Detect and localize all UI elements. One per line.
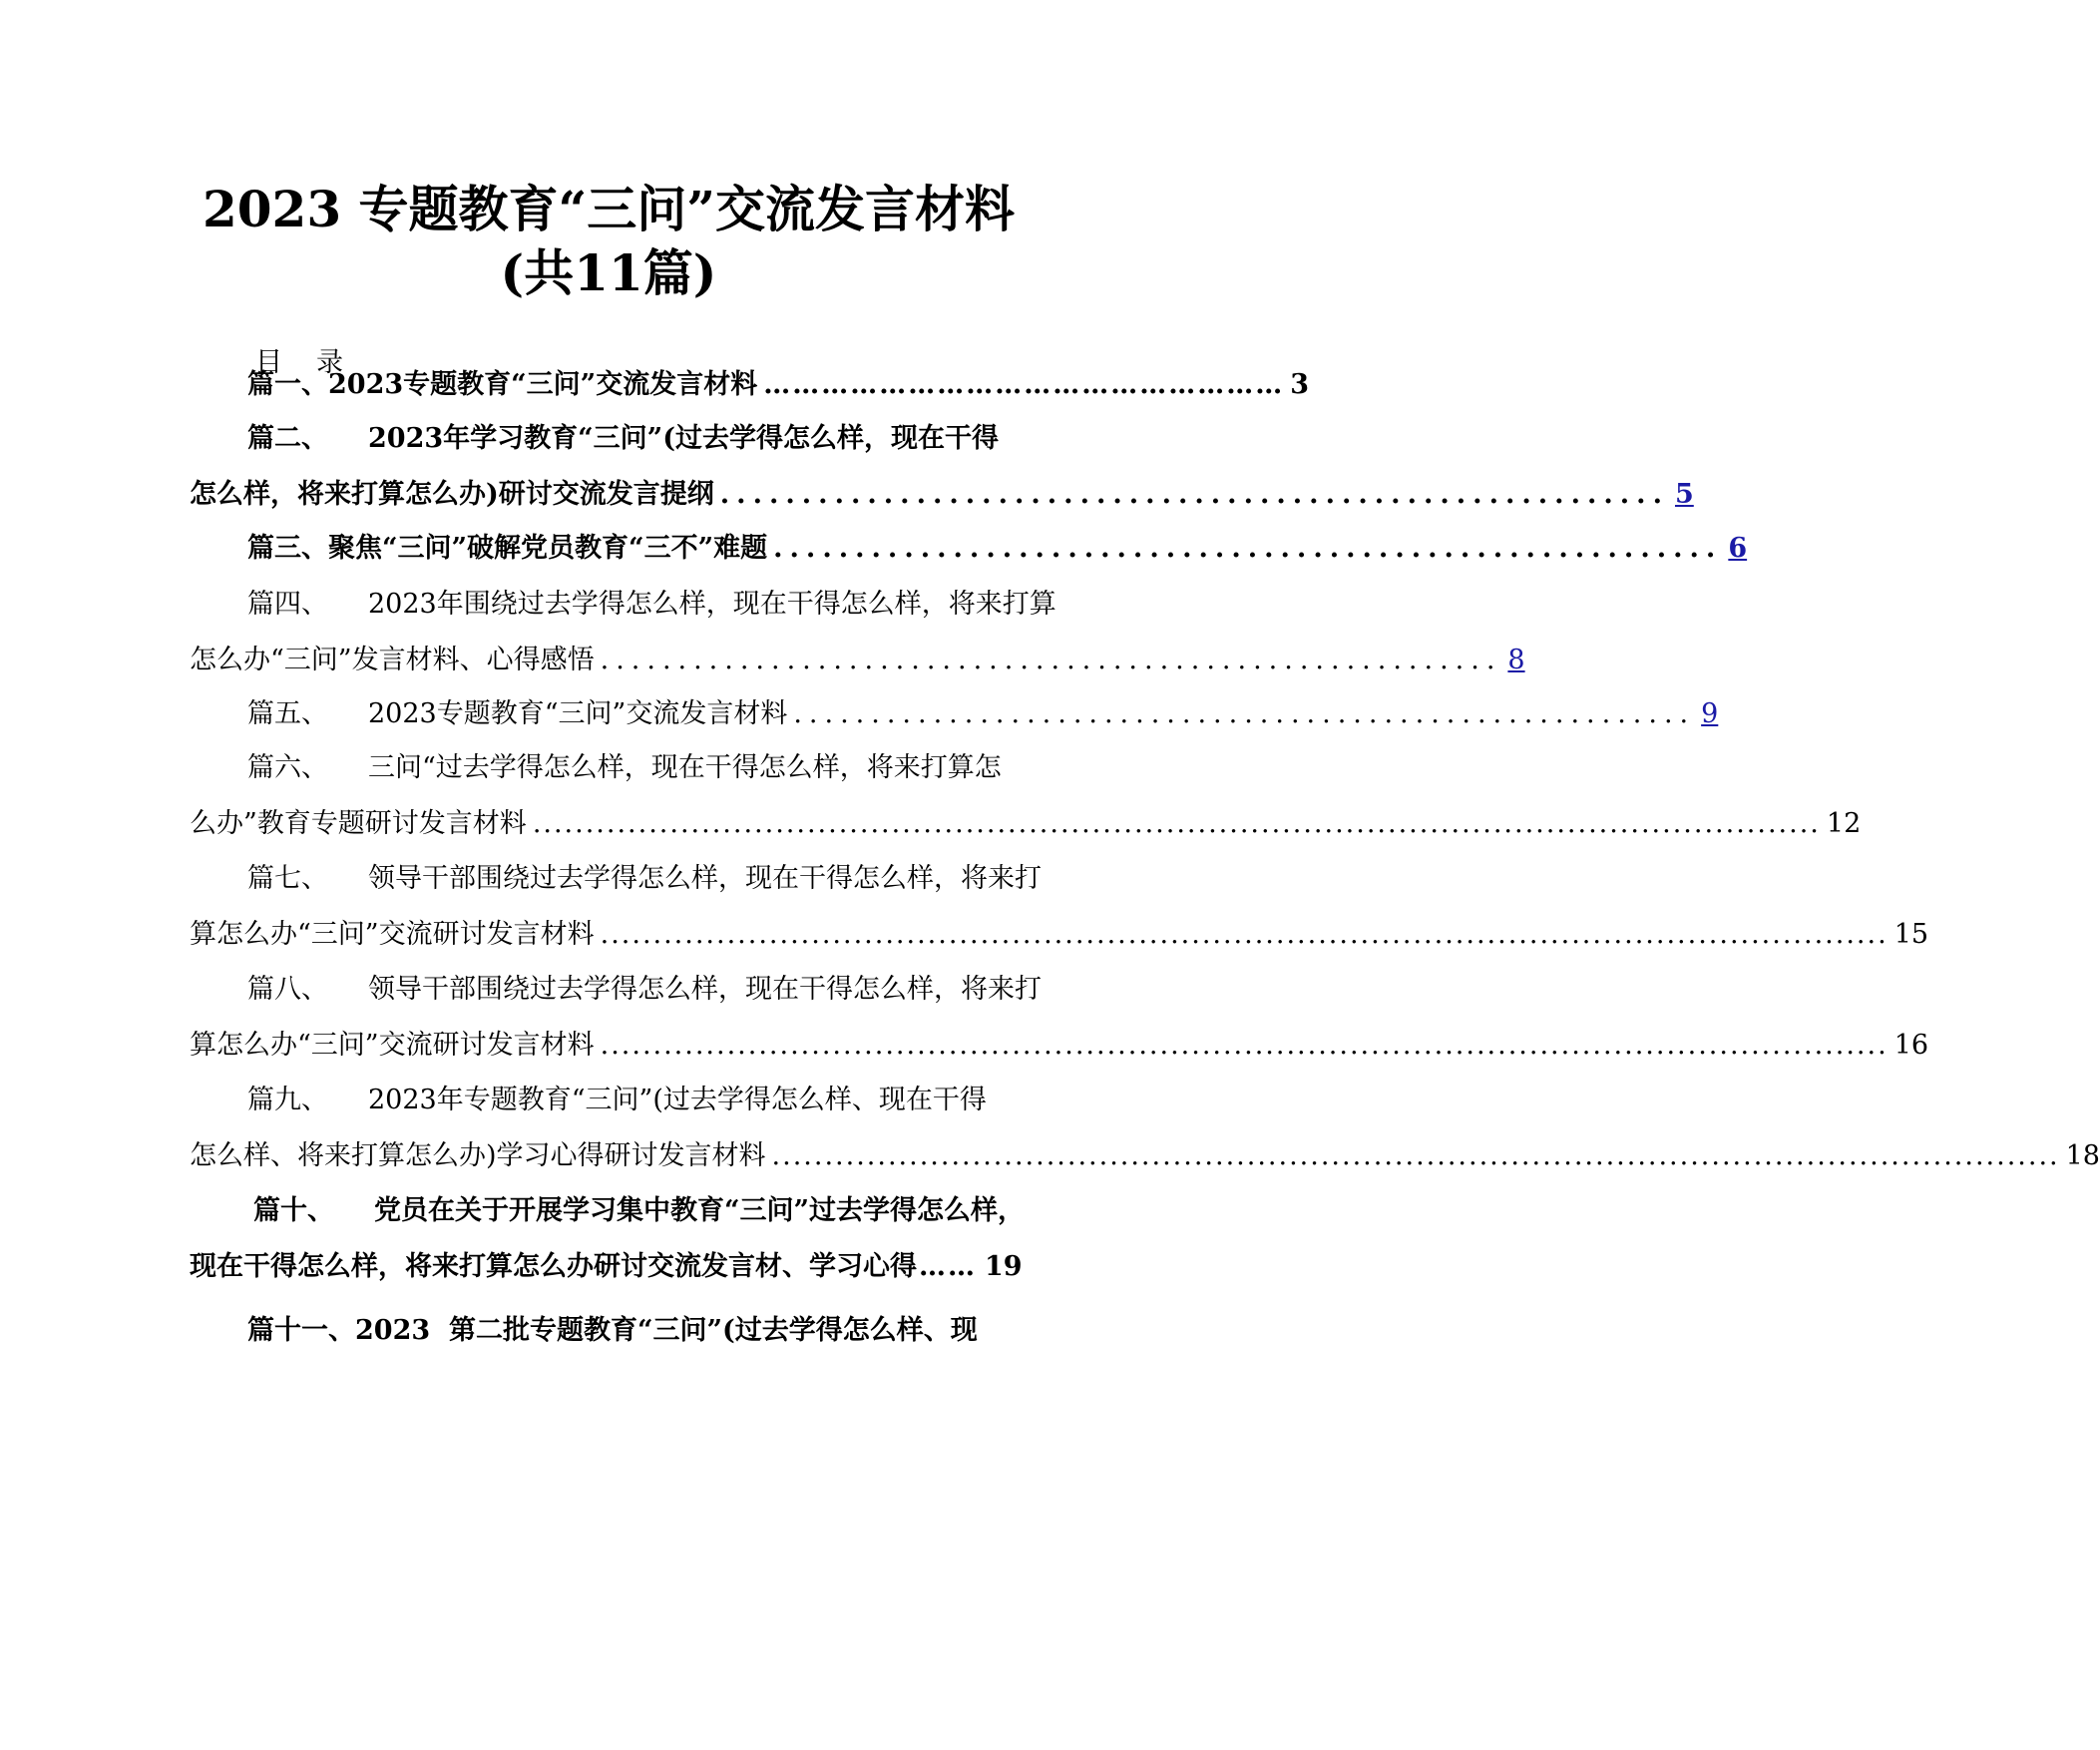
toc-entry-label: 篇六、 xyxy=(247,752,328,783)
toc-page-number[interactable]: 19 xyxy=(985,1251,1023,1282)
toc-entry-title-continued: 算怎么办“三问”交流研讨发言材料 xyxy=(190,919,595,950)
toc-entry-title: 2023年专题教育“三问”(过去学得怎么样、现在干得 xyxy=(368,1085,987,1115)
toc-entry-label: 篇七、 xyxy=(247,863,328,894)
toc-leader-dots: .......................................................... xyxy=(600,645,1502,675)
toc-leader-dots: .......................................................................................................................... xyxy=(600,919,1889,950)
toc-entry-title-continued: 怎么办“三问”发言材料、心得感悟 xyxy=(190,645,595,675)
toc-page-number[interactable]: 3 xyxy=(1290,369,1310,400)
toc-entry-title: 领导干部围绕过去学得怎么样，现在干得怎么样，将来打 xyxy=(368,974,1042,1005)
toc-page-number[interactable]: 12 xyxy=(1826,808,1862,839)
toc-entry-title: 聚焦“三问”破解党员教育“三不”难题 xyxy=(328,533,768,564)
toc-leader-dots: .......................................................... xyxy=(719,479,1669,510)
toc-entry-title: 三问“过去学得怎么样，现在干得怎么样，将来打算怎 xyxy=(368,752,1002,783)
toc-entry-title: 2023年围绕过去学得怎么样，现在干得怎么样，将来打算 xyxy=(368,589,1056,620)
toc-entry-label: 篇八、 xyxy=(247,974,328,1005)
toc-leader-dots: .......................................................... xyxy=(773,533,1723,564)
toc-page-link[interactable]: 5 xyxy=(1674,479,1694,510)
toc-entry-title-continued: 么办”教育专题研讨发言材料 xyxy=(190,808,527,839)
toc-entry-title: 党员在关于开展学习集中教育“三问”过去学得怎么样， xyxy=(374,1195,1026,1226)
toc-page-link[interactable]: 6 xyxy=(1728,533,1748,564)
toc-page-link[interactable]: 8 xyxy=(1507,645,1525,675)
toc-leader-dots: …… xyxy=(919,1251,977,1282)
toc-page-number[interactable]: 15 xyxy=(1893,919,1929,950)
toc-entry-title: 2023 第二批专题教育“三问”(过去学得怎么样、现 xyxy=(355,1315,978,1346)
toc-entry-title-continued: 怎么样，将来打算怎么办)研讨交流发言提纲 xyxy=(190,479,714,510)
toc-entry-title: 2023专题教育“三问”交流发言材料 xyxy=(328,369,758,400)
toc-entry-label: 篇九、 xyxy=(247,1085,328,1115)
toc-entry-label: 篇三、 xyxy=(247,533,328,564)
toc-page-link[interactable]: 9 xyxy=(1701,698,1719,729)
toc-leader-dots: .......................................................................................................................... xyxy=(600,1030,1889,1061)
toc-heading-char-2: 录 xyxy=(316,347,343,378)
toc-entry-title-continued: 怎么样、将来打算怎么办)学习心得研讨发言材料 xyxy=(190,1140,766,1171)
toc-entry-label: 篇二、 xyxy=(247,423,328,454)
toc-entry-label: 篇一、 xyxy=(247,369,328,400)
toc-entry-title: 2023专题教育“三问”交流发言材料 xyxy=(368,698,788,729)
toc-leader-dots: ……………………………………………… xyxy=(763,369,1285,400)
toc-entry-title: 领导干部围绕过去学得怎么样，现在干得怎么样，将来打 xyxy=(368,863,1042,894)
toc-entry-label: 篇十一、 xyxy=(247,1315,355,1346)
document-title: 2023 专题教育“三问”交流发言材料(共11篇) xyxy=(202,180,1016,302)
toc-page-number[interactable]: 16 xyxy=(1893,1030,1929,1061)
toc-leader-dots: .......................................................................................................................... xyxy=(771,1140,2060,1171)
toc-leader-dots: .......................................................... xyxy=(793,698,1696,729)
toc-leader-dots: .......................................................................................................................... xyxy=(532,808,1821,839)
toc-heading-char-1: 目 xyxy=(255,347,282,378)
toc-entry-label: 篇十、 xyxy=(253,1195,334,1226)
toc-entry-label: 篇五、 xyxy=(247,698,328,729)
toc-entry-title-continued: 现在干得怎么样，将来打算怎么办研讨交流发言材、学习心得 xyxy=(190,1251,917,1282)
toc-entry-label: 篇四、 xyxy=(247,589,328,620)
toc-entry-title: 2023年学习教育“三问”(过去学得怎么样，现在干得 xyxy=(368,423,999,454)
toc-page-number[interactable]: 18 xyxy=(2065,1140,2100,1171)
toc-entry-title-continued: 算怎么办“三问”交流研讨发言材料 xyxy=(190,1030,595,1061)
